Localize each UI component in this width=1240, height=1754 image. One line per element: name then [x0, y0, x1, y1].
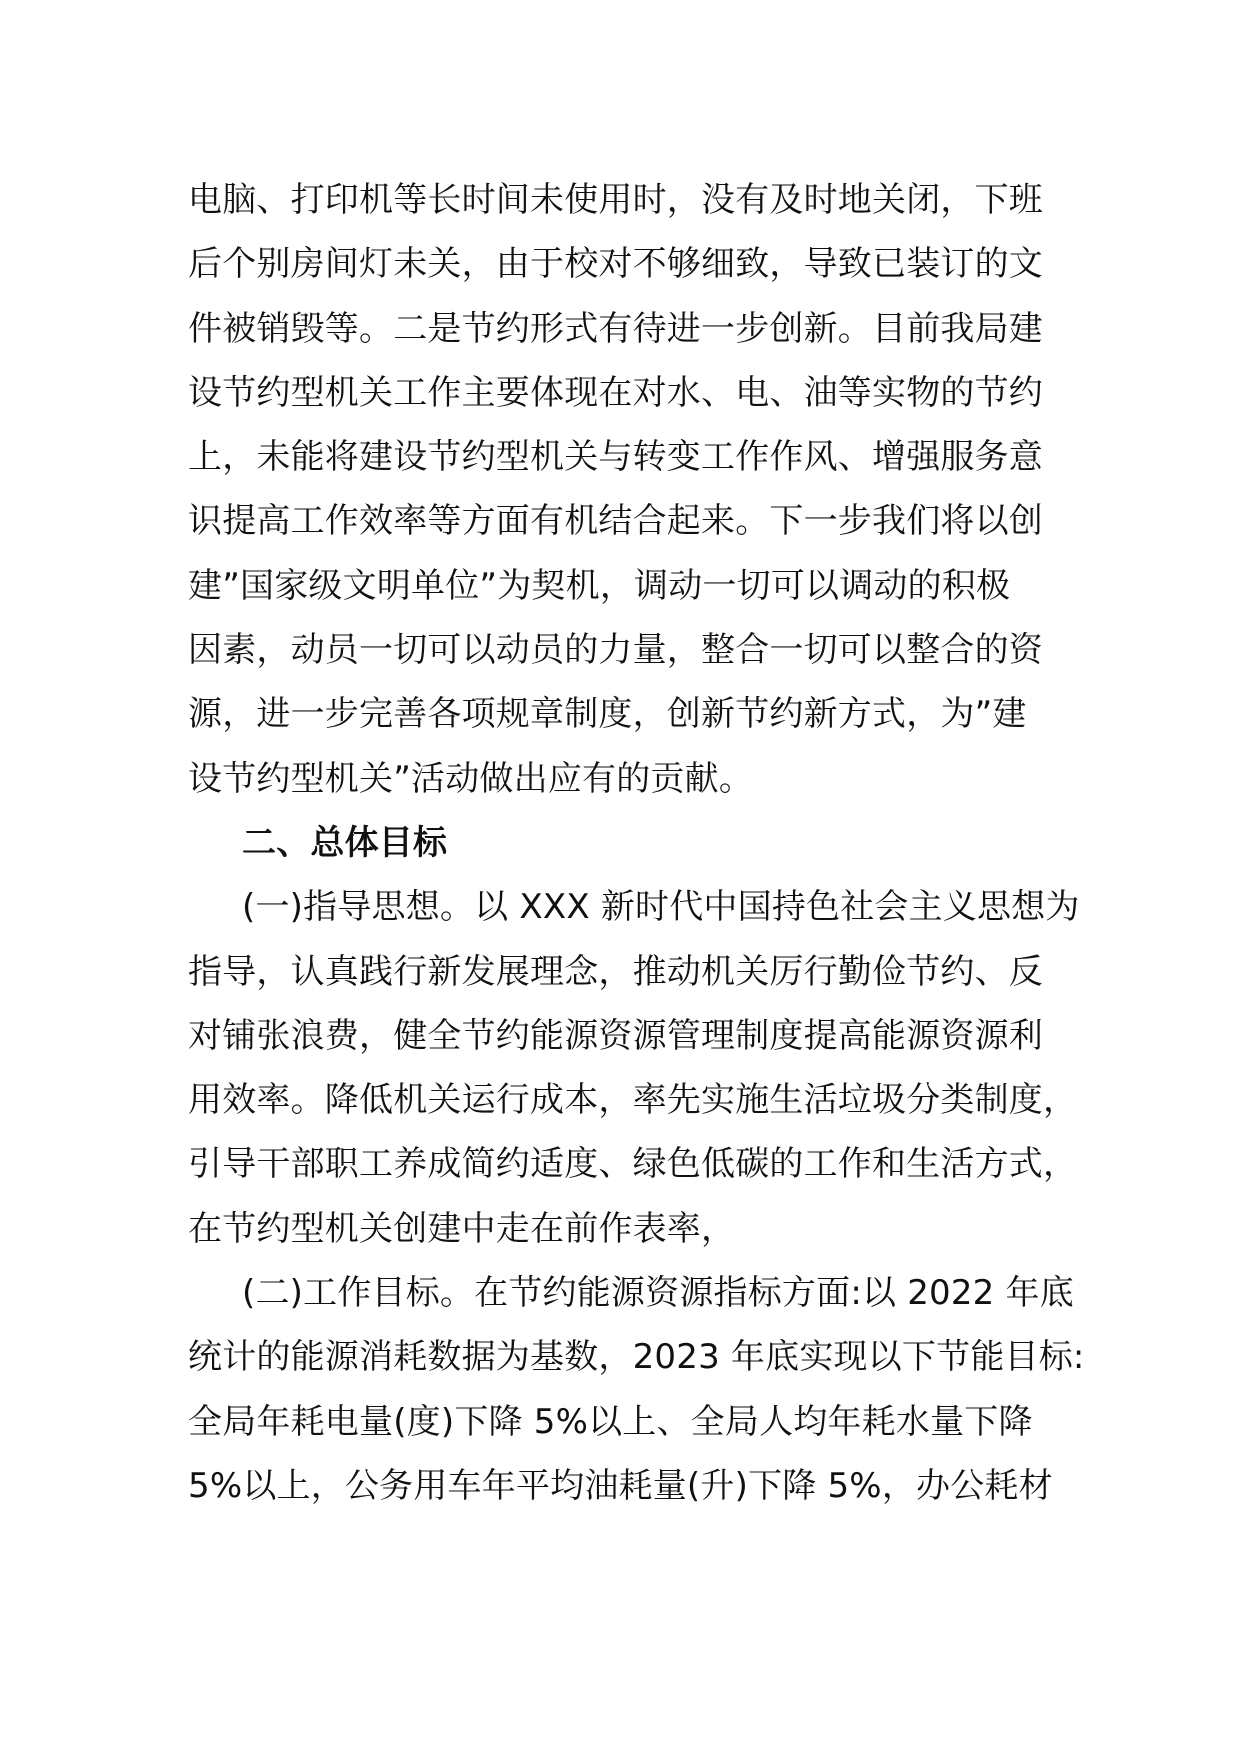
text-line: 上，未能将建设节约型机关与转变工作作风、增强服务意: [188, 437, 1043, 478]
text-line: 因素，动员一切可以动员的力量，整合一切可以整合的资: [188, 630, 1043, 671]
text-line: 识提高工作效率等方面有机结合起来。下一步我们将以创: [188, 501, 1043, 542]
text-line: 对铺张浪费，健全节约能源资源管理制度提高能源资源利: [188, 1015, 1043, 1056]
section-heading: 二、总体目标: [242, 822, 448, 863]
text-line: (二)工作目标。在节约能源资源指标方面:以 2022 年底: [242, 1273, 1074, 1314]
text-line: 统计的能源消耗数据为基数，2023 年底实现以下节能目标:: [188, 1337, 1085, 1378]
text-line: 在节约型机关创建中走在前作表率，: [188, 1208, 736, 1249]
text-line: 建”国家级文明单位”为契机，调动一切可以调动的积极: [188, 565, 1011, 606]
text-line: 设节约型机关”活动做出应有的贡献。: [188, 758, 754, 799]
text-line: 源，进一步完善各项规章制度，创新节约新方式，为”建: [188, 694, 1027, 735]
text-line: 件被销毁等。二是节约形式有待进一步创新。目前我局建: [188, 308, 1043, 349]
document-body: [188, 168, 1085, 1518]
text-line: 全局年耗电量(度)下降 5%以上、全局人均年耗水量下降: [188, 1401, 1033, 1442]
text-line: (一)指导思想。以 XXX 新时代中国持色社会主义思想为: [242, 887, 1080, 928]
text-line: 电脑、打印机等长时间未使用时，没有及时地关闭，下班: [188, 180, 1043, 220]
text-line: 5%以上，公务用车年平均油耗量(升)下降 5%，办公耗材: [188, 1465, 1053, 1506]
text-line: 用效率。降低机关运行成本，率先实施生活垃圾分类制度，: [188, 1080, 1078, 1121]
text-line: 设节约型机关工作主要体现在对水、电、油等实物的节约: [188, 372, 1043, 413]
text-line: 后个别房间灯未关，由于校对不够细致，导致已装订的文: [188, 244, 1043, 285]
text-line: 引导干部职工养成简约适度、绿色低碳的工作和生活方式，: [188, 1144, 1078, 1185]
text-line: 指导，认真践行新发展理念，推动机关厉行勤俭节约、反: [188, 951, 1043, 992]
